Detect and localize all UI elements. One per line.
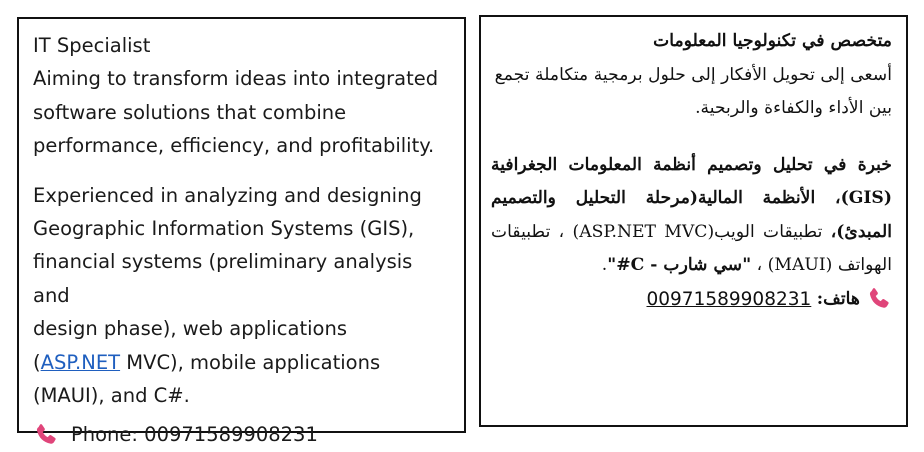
english-experience-line-2: Geographic Information Systems (GIS), <box>33 217 415 241</box>
arabic-phone-row <box>491 283 892 317</box>
arabic-title: متخصص في تكنولوجيا المعلومات <box>653 31 892 51</box>
english-experience-line-5 <box>33 346 450 379</box>
english-title: IT Specialist <box>33 34 151 57</box>
arabic-experience <box>491 149 892 283</box>
english-experience-line-1: Experienced in analyzing and designing <box>33 183 422 207</box>
arabic-profile-box <box>479 15 908 427</box>
arabic-experience-bold-1: خبرة في تحليل وتصميم أنظمة المعلومات الجغرافية (GIS)، الأنظمة المالية(مرحلة التحليل والتصميم المبدئ)، <box>491 154 892 242</box>
english-phone-row <box>33 418 450 451</box>
arabic-phone-number[interactable]: 00971589908231 <box>646 288 812 310</box>
english-experience-line-6: (MAUI), and C#. <box>33 384 190 408</box>
arabic-experience-bold-2: "سي شارب - C#" <box>607 255 752 275</box>
english-experience-line-4: design phase), web applications <box>33 317 347 341</box>
english-intro-line-1: Aiming to transform ideas into integrated <box>33 67 439 91</box>
paren-open: ( <box>33 350 41 374</box>
arabic-phone-label: هاتف: <box>816 288 860 309</box>
english-phone-text: Phone: 00971589908231 <box>71 423 318 447</box>
arabic-intro: أسعى إلى تحويل الأفكار إلى حلول برمجية متكاملة تجمع بين الأداء والكفاءة والربحية. <box>494 64 892 118</box>
english-profile-box <box>17 17 466 447</box>
aspnet-link[interactable]: ASP.NET <box>40 350 121 374</box>
telephone-receiver-icon <box>33 422 59 448</box>
english-intro-line-2: software solutions that combine <box>33 100 347 124</box>
aspnet-rest: MVC), mobile applications <box>120 350 381 374</box>
english-experience-line-3: financial systems (preliminary analysis and <box>33 250 413 307</box>
arabic-experience-end: . <box>601 255 608 275</box>
english-intro-line-3: performance, efficiency, and profitability. <box>33 134 435 158</box>
telephone-receiver-icon <box>866 286 892 312</box>
arabic-experience-normal: تطبيقات الويب(ASP.NET MVC) ، تطبيقات الهواتف (MAUI) ، <box>491 221 892 275</box>
